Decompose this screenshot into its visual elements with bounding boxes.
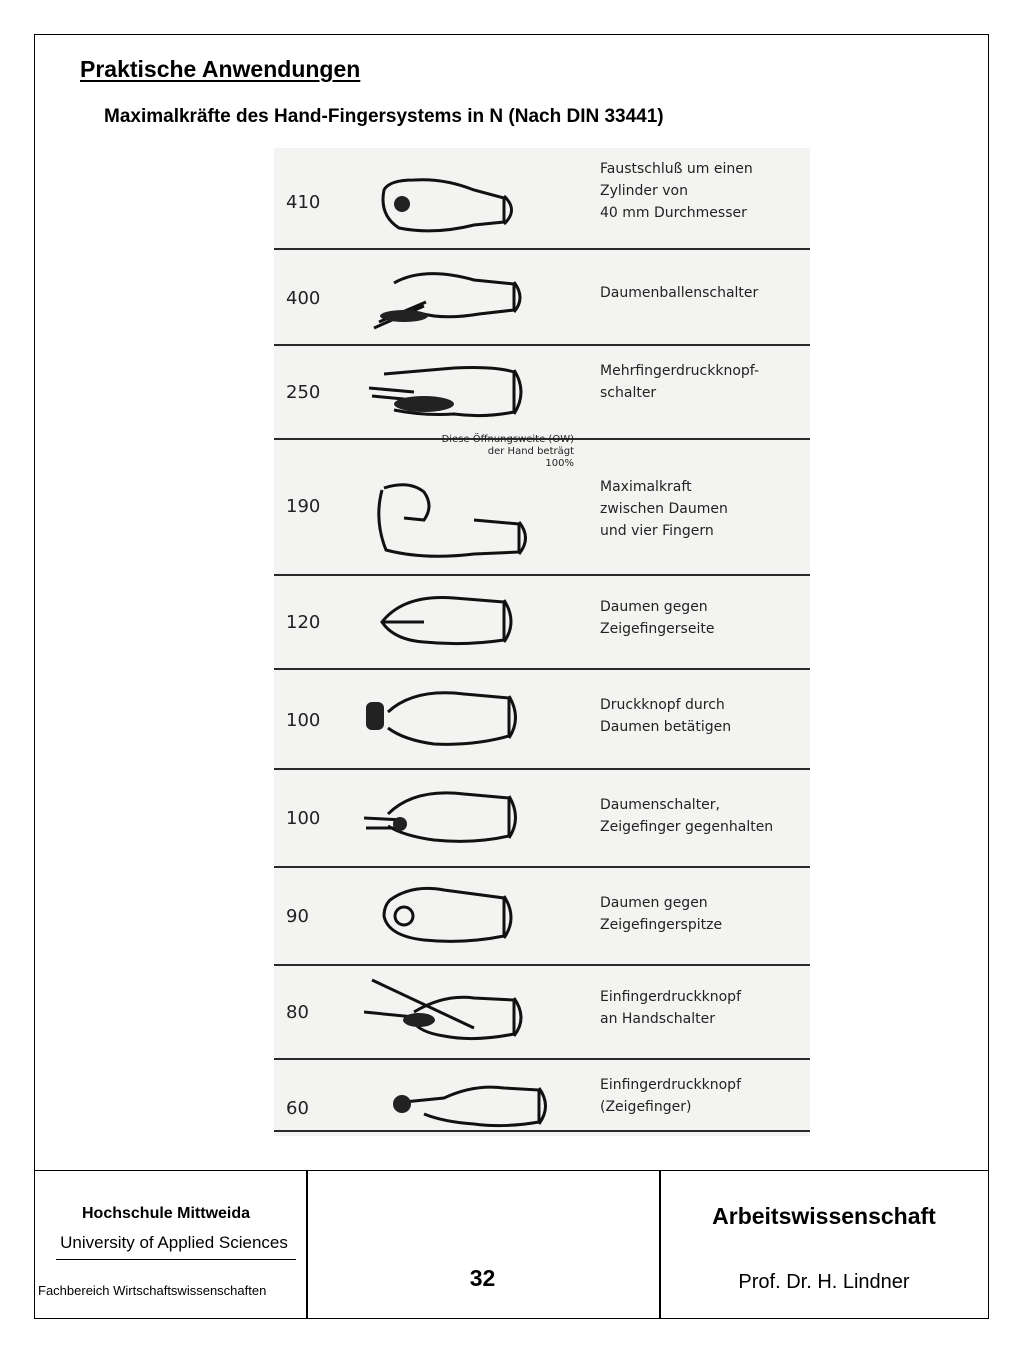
force-value: 250	[286, 382, 321, 403]
force-value: 410	[286, 192, 321, 213]
grip-row	[274, 346, 810, 438]
force-value: 90	[286, 906, 309, 927]
footer-divider	[306, 1171, 308, 1319]
institution-name: Hochschule Mittweida	[82, 1205, 251, 1222]
thumb-ball-switch-hand-icon	[364, 258, 534, 338]
grip-row	[274, 770, 810, 866]
department-name: Fachbereich Wirtschaftswissenschaften	[38, 1283, 267, 1298]
grip-description: Einfingerdruckknopf an Handschalter	[600, 989, 741, 1027]
page-footer	[34, 1170, 989, 1319]
institution-subtitle: University of Applied Sciences	[60, 1233, 288, 1252]
grip-description: Druckknopf durch Daumen betätigen	[600, 697, 732, 735]
grip-description: Einfingerdruckknopf (Zeigefinger)	[600, 1077, 741, 1115]
institution-rule	[56, 1259, 296, 1260]
grip-row	[274, 868, 810, 964]
grip-description: Maximalkraft zwischen Daumen und vier Fingern	[600, 479, 728, 539]
grip-description: Daumen gegen Zeigefingerspitze	[600, 895, 723, 933]
grip-description: Faustschluß um einen Zylinder von 40 mm Durchmesser	[600, 161, 753, 221]
page-number: 32	[469, 1265, 496, 1291]
thumb-index-side-hand-icon	[364, 582, 534, 662]
finger-button-handle-hand-icon	[364, 972, 544, 1052]
fist-grip-hand-icon	[364, 160, 534, 240]
grip-row	[274, 250, 810, 344]
grip-row	[274, 576, 810, 668]
page-title: Praktische Anwendungen	[80, 56, 361, 82]
force-value: 80	[286, 1002, 309, 1023]
grip-description: Mehrfingerdruckknopf- schalter	[600, 363, 759, 401]
force-value: 190	[286, 496, 321, 517]
grip-description: Daumenballenschalter	[600, 285, 759, 301]
page-subtitle: Maximalkräfte des Hand-Fingersystems in N (Nach DIN 33441)	[104, 106, 664, 127]
index-finger-button-hand-icon	[364, 1062, 554, 1132]
multi-finger-button-hand-icon	[364, 354, 544, 434]
grip-description: Daumen gegen Zeigefingerseite	[600, 599, 715, 637]
grip-row	[274, 434, 810, 574]
row-divider	[274, 1130, 810, 1132]
force-value: 60	[286, 1098, 309, 1119]
grip-row	[274, 1060, 810, 1136]
thumb-switch-hand-icon	[364, 778, 534, 858]
grip-row	[274, 966, 810, 1058]
force-value: 100	[286, 710, 321, 731]
opening-width-note: Diese Öffnungsweite (OW) der Hand beträgt 100%	[441, 434, 574, 469]
force-value: 100	[286, 808, 321, 829]
course-title: Arbeitswissenschaft	[712, 1203, 936, 1229]
footer-divider	[659, 1171, 661, 1319]
grip-row	[274, 670, 810, 768]
grip-description: Daumenschalter, Zeigefinger gegenhalten	[600, 797, 774, 835]
grip-row	[274, 148, 810, 248]
force-value: 120	[286, 612, 321, 633]
force-value: 400	[286, 288, 321, 309]
open-pinch-hand-icon	[364, 470, 544, 570]
professor-name: Prof. Dr. H. Lindner	[738, 1271, 910, 1293]
thumb-push-button-hand-icon	[364, 680, 534, 760]
thumb-index-tip-hand-icon	[364, 876, 534, 956]
grip-force-figure	[274, 148, 810, 1136]
